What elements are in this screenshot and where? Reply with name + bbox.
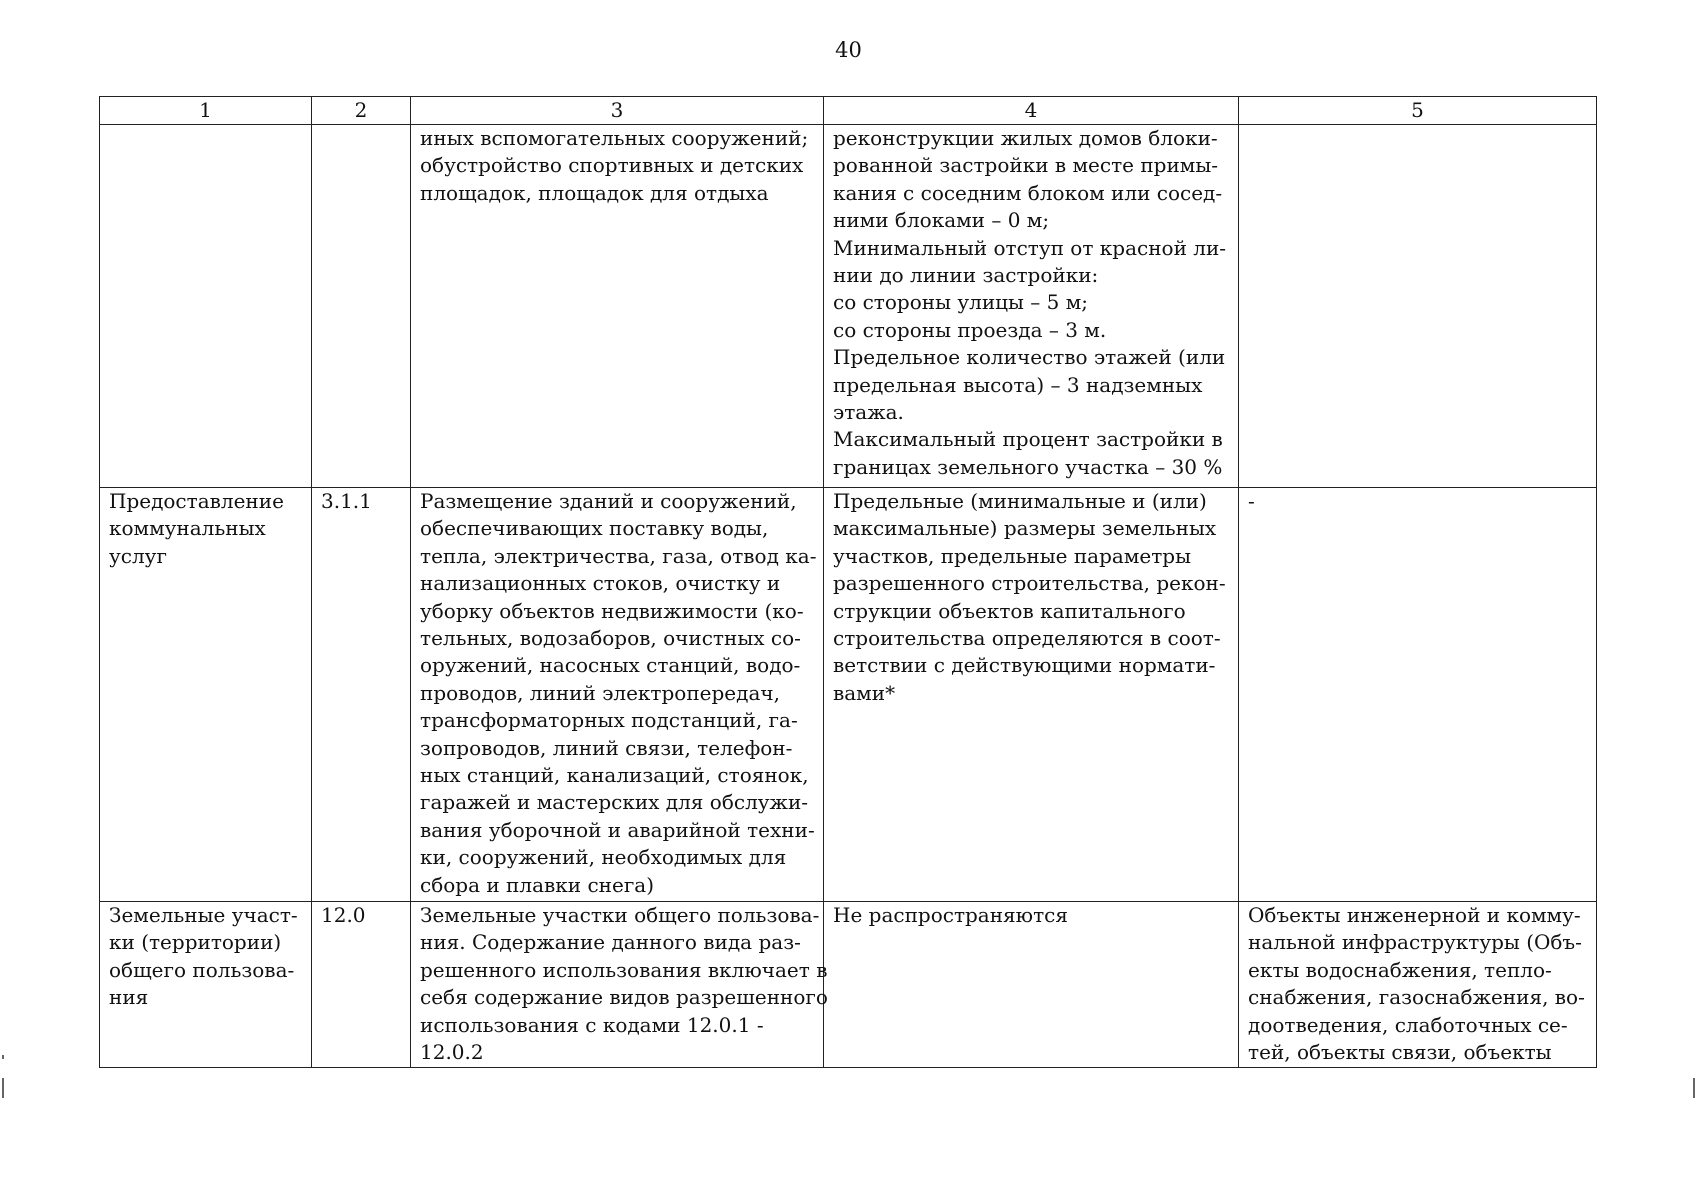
- cell-text-line: Предельные (минимальные и (или): [833, 489, 1207, 513]
- regulations-table: [99, 96, 1597, 1068]
- cell-text-line: струкции объектов капитального: [833, 598, 1186, 623]
- cell-text-line: трансформаторных подстанций, га-: [420, 708, 798, 733]
- cell-text-line: тепла, электричества, газа, отвод ка-: [420, 543, 817, 568]
- header-col-1: 1: [100, 97, 312, 125]
- table-row: [100, 488, 1597, 902]
- cell-text-line: участков, предельные параметры: [833, 543, 1192, 568]
- table-header-row: [100, 97, 1597, 125]
- cell-text-line: площадок, площадок для отдыха: [420, 180, 769, 205]
- cell-text-line: Максимальный процент застройки в: [833, 427, 1223, 452]
- cell-text-line: зопроводов, линий связи, телефон-: [420, 735, 793, 760]
- table-cell-col-4: [824, 902, 1239, 1068]
- header-col-2: 2: [312, 97, 411, 125]
- page-number: 40: [835, 38, 862, 62]
- scan-margin-mark: [2, 1078, 4, 1098]
- table-cell-col-2: [312, 125, 411, 488]
- cell-text-line: ветствии с действующими нормати-: [833, 653, 1216, 678]
- cell-text-line: обеспечивающих поставку воды,: [420, 516, 769, 541]
- cell-text-line: ния: [109, 985, 149, 1010]
- cell-text-line: 12.0.2: [420, 1040, 484, 1065]
- cell-text-line: реконструкции жилых домов блоки-: [833, 126, 1218, 150]
- table-cell-col-1: [100, 902, 312, 1068]
- cell-text-line: строительства определяются в соот-: [833, 626, 1221, 651]
- cell-text-line: рованной застройки в месте примы-: [833, 153, 1219, 178]
- cell-text-line: границах земельного участка – 30 %: [833, 454, 1223, 479]
- header-col-3: 3: [411, 97, 824, 125]
- cell-text-line: решенного использования включает в: [420, 957, 828, 982]
- cell-text-line: Размещение зданий и сооружений,: [420, 489, 797, 513]
- cell-text-line: 3.1.1: [321, 489, 372, 513]
- table-cell-col-3: [411, 488, 824, 902]
- cell-text-line: коммунальных: [109, 516, 266, 541]
- cell-text-line: нии до линии застройки:: [833, 263, 1099, 288]
- cell-text-line: снабжения, газоснабжения, во-: [1248, 985, 1585, 1010]
- table-cell-col-3: [411, 902, 828, 1068]
- cell-text-line: нальной инфраструктуры (Объ-: [1248, 930, 1582, 955]
- table-cell-col-5: [1239, 902, 1597, 1068]
- cell-text-line: иных вспомогательных сооружений;: [420, 126, 809, 150]
- table-cell-col-1: [100, 488, 312, 902]
- cell-text-line: обустройство спортивных и детских: [420, 153, 804, 178]
- table-cell-col-4: [824, 125, 1239, 488]
- table-cell-col-2: [312, 902, 411, 1068]
- cell-text-line: со стороны улицы – 5 м;: [833, 290, 1089, 315]
- cell-text-line: Предоставление: [109, 489, 284, 513]
- cell-text-line: общего пользова-: [109, 957, 295, 982]
- cell-text-line: тельных, водозаборов, очистных со-: [420, 626, 801, 651]
- cell-text-line: Объекты инженерной и комму-: [1248, 903, 1581, 927]
- header-col-5: 5: [1239, 97, 1597, 125]
- table-cell-col-3: [411, 125, 824, 488]
- table-row: [100, 902, 1597, 1068]
- table-cell-col-2: [312, 488, 411, 902]
- cell-text-line: со стороны проезда – 3 м.: [833, 317, 1107, 342]
- header-col-4: 4: [824, 97, 1239, 125]
- scan-margin-mark: [1693, 1078, 1695, 1098]
- cell-text-line: вания уборочной и аварийной техни-: [420, 817, 815, 842]
- cell-text-line: предельная высота) – 3 надземных: [833, 372, 1203, 397]
- cell-text-line: ки, сооружений, необходимых для: [420, 845, 787, 870]
- cell-text-line: этажа.: [833, 400, 904, 425]
- cell-text-line: разрешенного строительства, рекон-: [833, 571, 1226, 596]
- table-cell-col-1: [100, 125, 312, 488]
- cell-text-line: Предельное количество этажей (или: [833, 345, 1226, 370]
- table-cell-col-5: [1239, 488, 1597, 902]
- cell-text-line: Минимальный отступ от красной ли-: [833, 235, 1227, 260]
- cell-text-line: себя содержание видов разрешенного: [420, 985, 828, 1010]
- cell-text-line: доотведения, слаботочных се-: [1248, 1012, 1568, 1037]
- cell-text-line: ки (территории): [109, 930, 282, 955]
- cell-text-line: -: [1248, 489, 1255, 513]
- table-cell-col-5: [1239, 125, 1597, 488]
- cell-text-line: услуг: [109, 543, 167, 568]
- cell-text-line: проводов, линий электропередач,: [420, 680, 780, 705]
- table-cell-col-4: [824, 488, 1239, 902]
- cell-text-line: тей, объекты связи, объекты: [1248, 1040, 1552, 1065]
- scan-margin-mark: [2, 1055, 4, 1059]
- cell-text-line: Не распространяются: [833, 903, 1068, 927]
- cell-text-line: сбора и плавки снега): [420, 872, 655, 897]
- cell-text-line: екты водоснабжения, тепло-: [1248, 957, 1552, 982]
- cell-text-line: уборку объектов недвижимости (ко-: [420, 598, 804, 623]
- table-row: [100, 125, 1597, 488]
- cell-text-line: вами*: [833, 680, 896, 705]
- cell-text-line: гаражей и мастерских для обслужи-: [420, 790, 809, 815]
- cell-text-line: ных станций, канализаций, стоянок,: [420, 763, 809, 788]
- cell-text-line: использования с кодами 12.0.1 -: [420, 1012, 764, 1037]
- cell-text-line: Земельные участки общего пользова-: [420, 903, 820, 927]
- cell-text-line: кания с соседним блоком или сосед-: [833, 180, 1223, 205]
- cell-text-line: оружений, насосных станций, водо-: [420, 653, 801, 678]
- cell-text-line: 12.0: [321, 903, 366, 927]
- cell-text-line: Земельные участ-: [109, 903, 298, 927]
- cell-text-line: ними блоками – 0 м;: [833, 208, 1050, 233]
- cell-text-line: ния. Содержание данного вида раз-: [420, 930, 801, 955]
- cell-text-line: максимальные) размеры земельных: [833, 516, 1217, 541]
- cell-text-line: нализационных стоков, очистку и: [420, 571, 781, 596]
